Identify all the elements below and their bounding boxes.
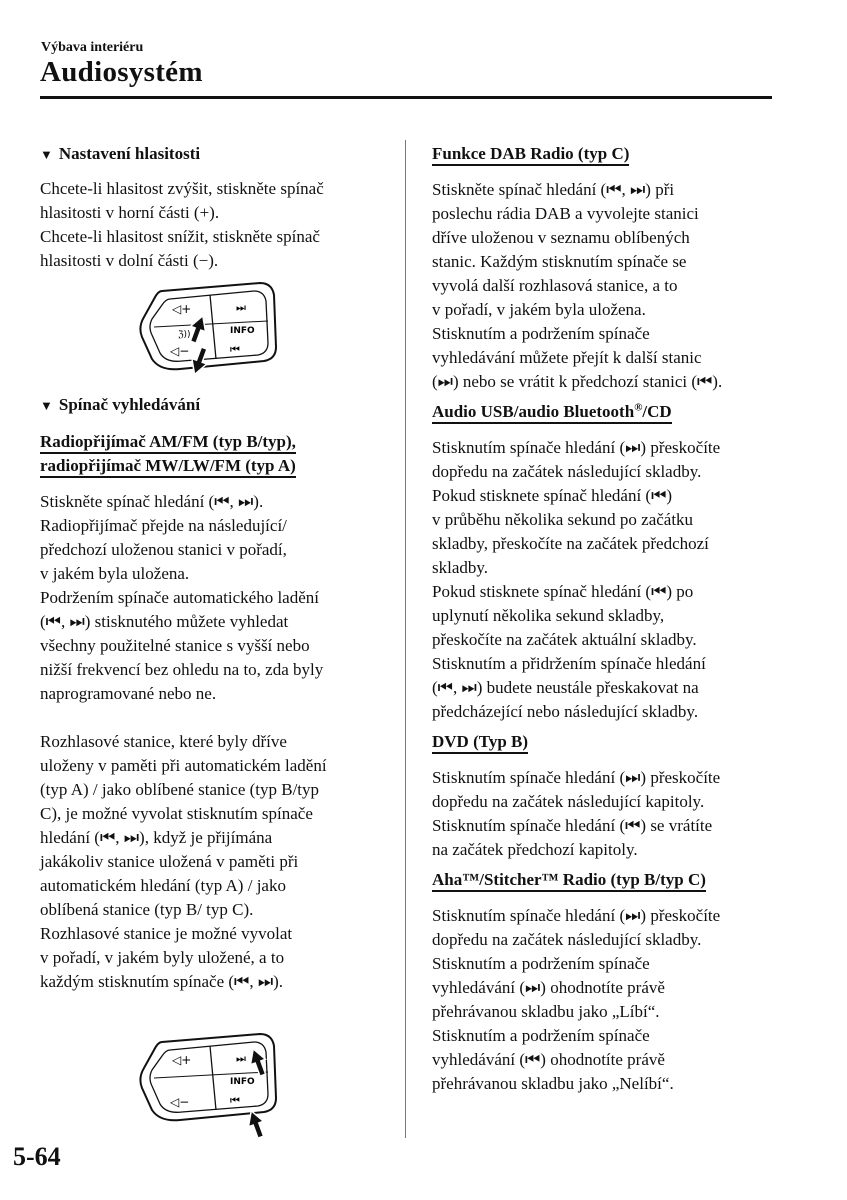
svg-text:◁−: ◁− xyxy=(170,344,190,358)
svg-text:⏮: ⏮ xyxy=(230,343,240,356)
title-rule xyxy=(40,96,772,99)
svg-text:⏭: ⏭ xyxy=(236,1052,246,1065)
svg-text:⏮: ⏮ xyxy=(230,1094,240,1107)
column-divider xyxy=(405,140,406,1138)
usb-text: Stisknutím spínače hledání (⏭) přeskočíte dopředu na začátek následující skladby. Pokud stisknete spínač hledání (⏮) v průběhu několika sekund po začátku skladby, přeskočíte na začátek předchozí skladby. Pokud stisknete spínač hledání (⏮) po uplynutí několika sekund skladby, přeskočíte na začátek aktuální skladby. Stisknutím a přidržením spínače hledání (⏮, ⏭) budete neustále přeskakovat na předcházející nebo následující skladby. xyxy=(432,438,721,721)
svg-text:ℨ)): ℨ)) xyxy=(178,330,191,340)
volume-text: Chcete-li hlasitost zvýšit, stiskněte spínač hlasitosti v horní části (+). Chcete-li hlasitost snížit, stiskněte spínač hlasitosti v dolní části (−). xyxy=(40,179,324,270)
dvd-text: Stisknutím spínače hledání (⏭) přeskočíte dopředu na začátek následující kapitoly. Stisknutím spínače hledání (⏮) se vrátíte na začátek předchozí kapitoly. xyxy=(432,768,721,859)
stations-text: Rozhlasové stanice, které byly dříve uloženy v paměti při automatickém ladění (typ A) / jako oblíbené stanice (typ B/typ C), je možné vyvolat stisknutím spínače hledání (⏮, ⏭), když je přijímána jakákoliv stanice uložená v paměti při automatickém hledání (typ A) / jako oblíbená stanice (typ B/ typ C). Rozhlasové stanice je možné vyvolat v pořadí, v jakém byly uložené, a to každým stisknutím spínače (⏮, ⏭). xyxy=(40,732,327,991)
page-number: 5-64 xyxy=(13,1142,61,1171)
svg-text:◁+: ◁+ xyxy=(172,1053,192,1067)
seek-switch-illustration xyxy=(40,1024,380,1144)
aha-heading: Aha™/Stitcher™ Radio (typ B/typ C) xyxy=(432,868,772,892)
dab-text: Stiskněte spínač hledání (⏮, ⏭) při poslechu rádia DAB a vyvolejte stanici dříve uloženou v seznamu oblíbených stanic. Každým stisknutím spínače se vyvolá další rozhlasová stanice, a to v pořadí, v jakém byla uložena. Stisknutím a podržením spínače vyhledávání můžete přejít k další stanic (⏭) nebo se vrátit k předchozí stanici (⏮). xyxy=(432,180,723,391)
svg-text:INFO: INFO xyxy=(230,1077,255,1087)
triangle-bullet-icon: ▼ xyxy=(40,147,53,162)
dvd-heading: DVD (Typ B) xyxy=(432,730,772,754)
svg-text:⏭: ⏭ xyxy=(236,301,246,314)
left-column xyxy=(40,142,380,1144)
radio-text: Stiskněte spínač hledání (⏮, ⏭). Radiopřijímač přejde na následující/ předchozí uloženou stanici v pořadí, v jakém byla uložena. Podržením spínače automatického ladění (⏮, ⏭) stisknutého můžete vyhledat všechny použitelné stanice s vyšší nebo nižší frekvencí bez ohledu na to, zda byly naprogramované nebo ne. xyxy=(40,492,324,703)
page-title: Audiosystém xyxy=(40,56,203,88)
volume-switch-illustration xyxy=(40,273,380,383)
aha-text: Stisknutím spínače hledání (⏭) přeskočíte dopředu na začátek následující skladby. Stisknutím a podržením spínače vyhledávání (⏭) ohodnotíte právě přehrávanou skladbu jako „Líbí“. Stisknutím a podržením spínače vyhledávání (⏮) ohodnotíte právě přehrávanou skladbu jako „Nelíbí“. xyxy=(432,906,721,1093)
volume-heading: ▼ Nastavení hlasitosti xyxy=(40,144,201,163)
radio-heading: Radiopřijímač AM/FM (typ B/typ), radiopřijímač MW/LW/FM (typ A) xyxy=(40,430,380,478)
section-label: Výbava interiéru xyxy=(41,40,144,55)
dab-heading: Funkce DAB Radio (typ C) xyxy=(432,142,772,166)
triangle-bullet-icon: ▼ xyxy=(40,398,53,413)
svg-text:INFO: INFO xyxy=(230,326,255,336)
right-column xyxy=(432,142,772,1096)
usb-heading: Audio USB/audio Bluetooth®/CD xyxy=(432,400,772,424)
svg-text:◁+: ◁+ xyxy=(172,302,192,316)
seek-heading: ▼ Spínač vyhledávání xyxy=(40,395,201,414)
svg-text:◁−: ◁− xyxy=(170,1095,190,1109)
